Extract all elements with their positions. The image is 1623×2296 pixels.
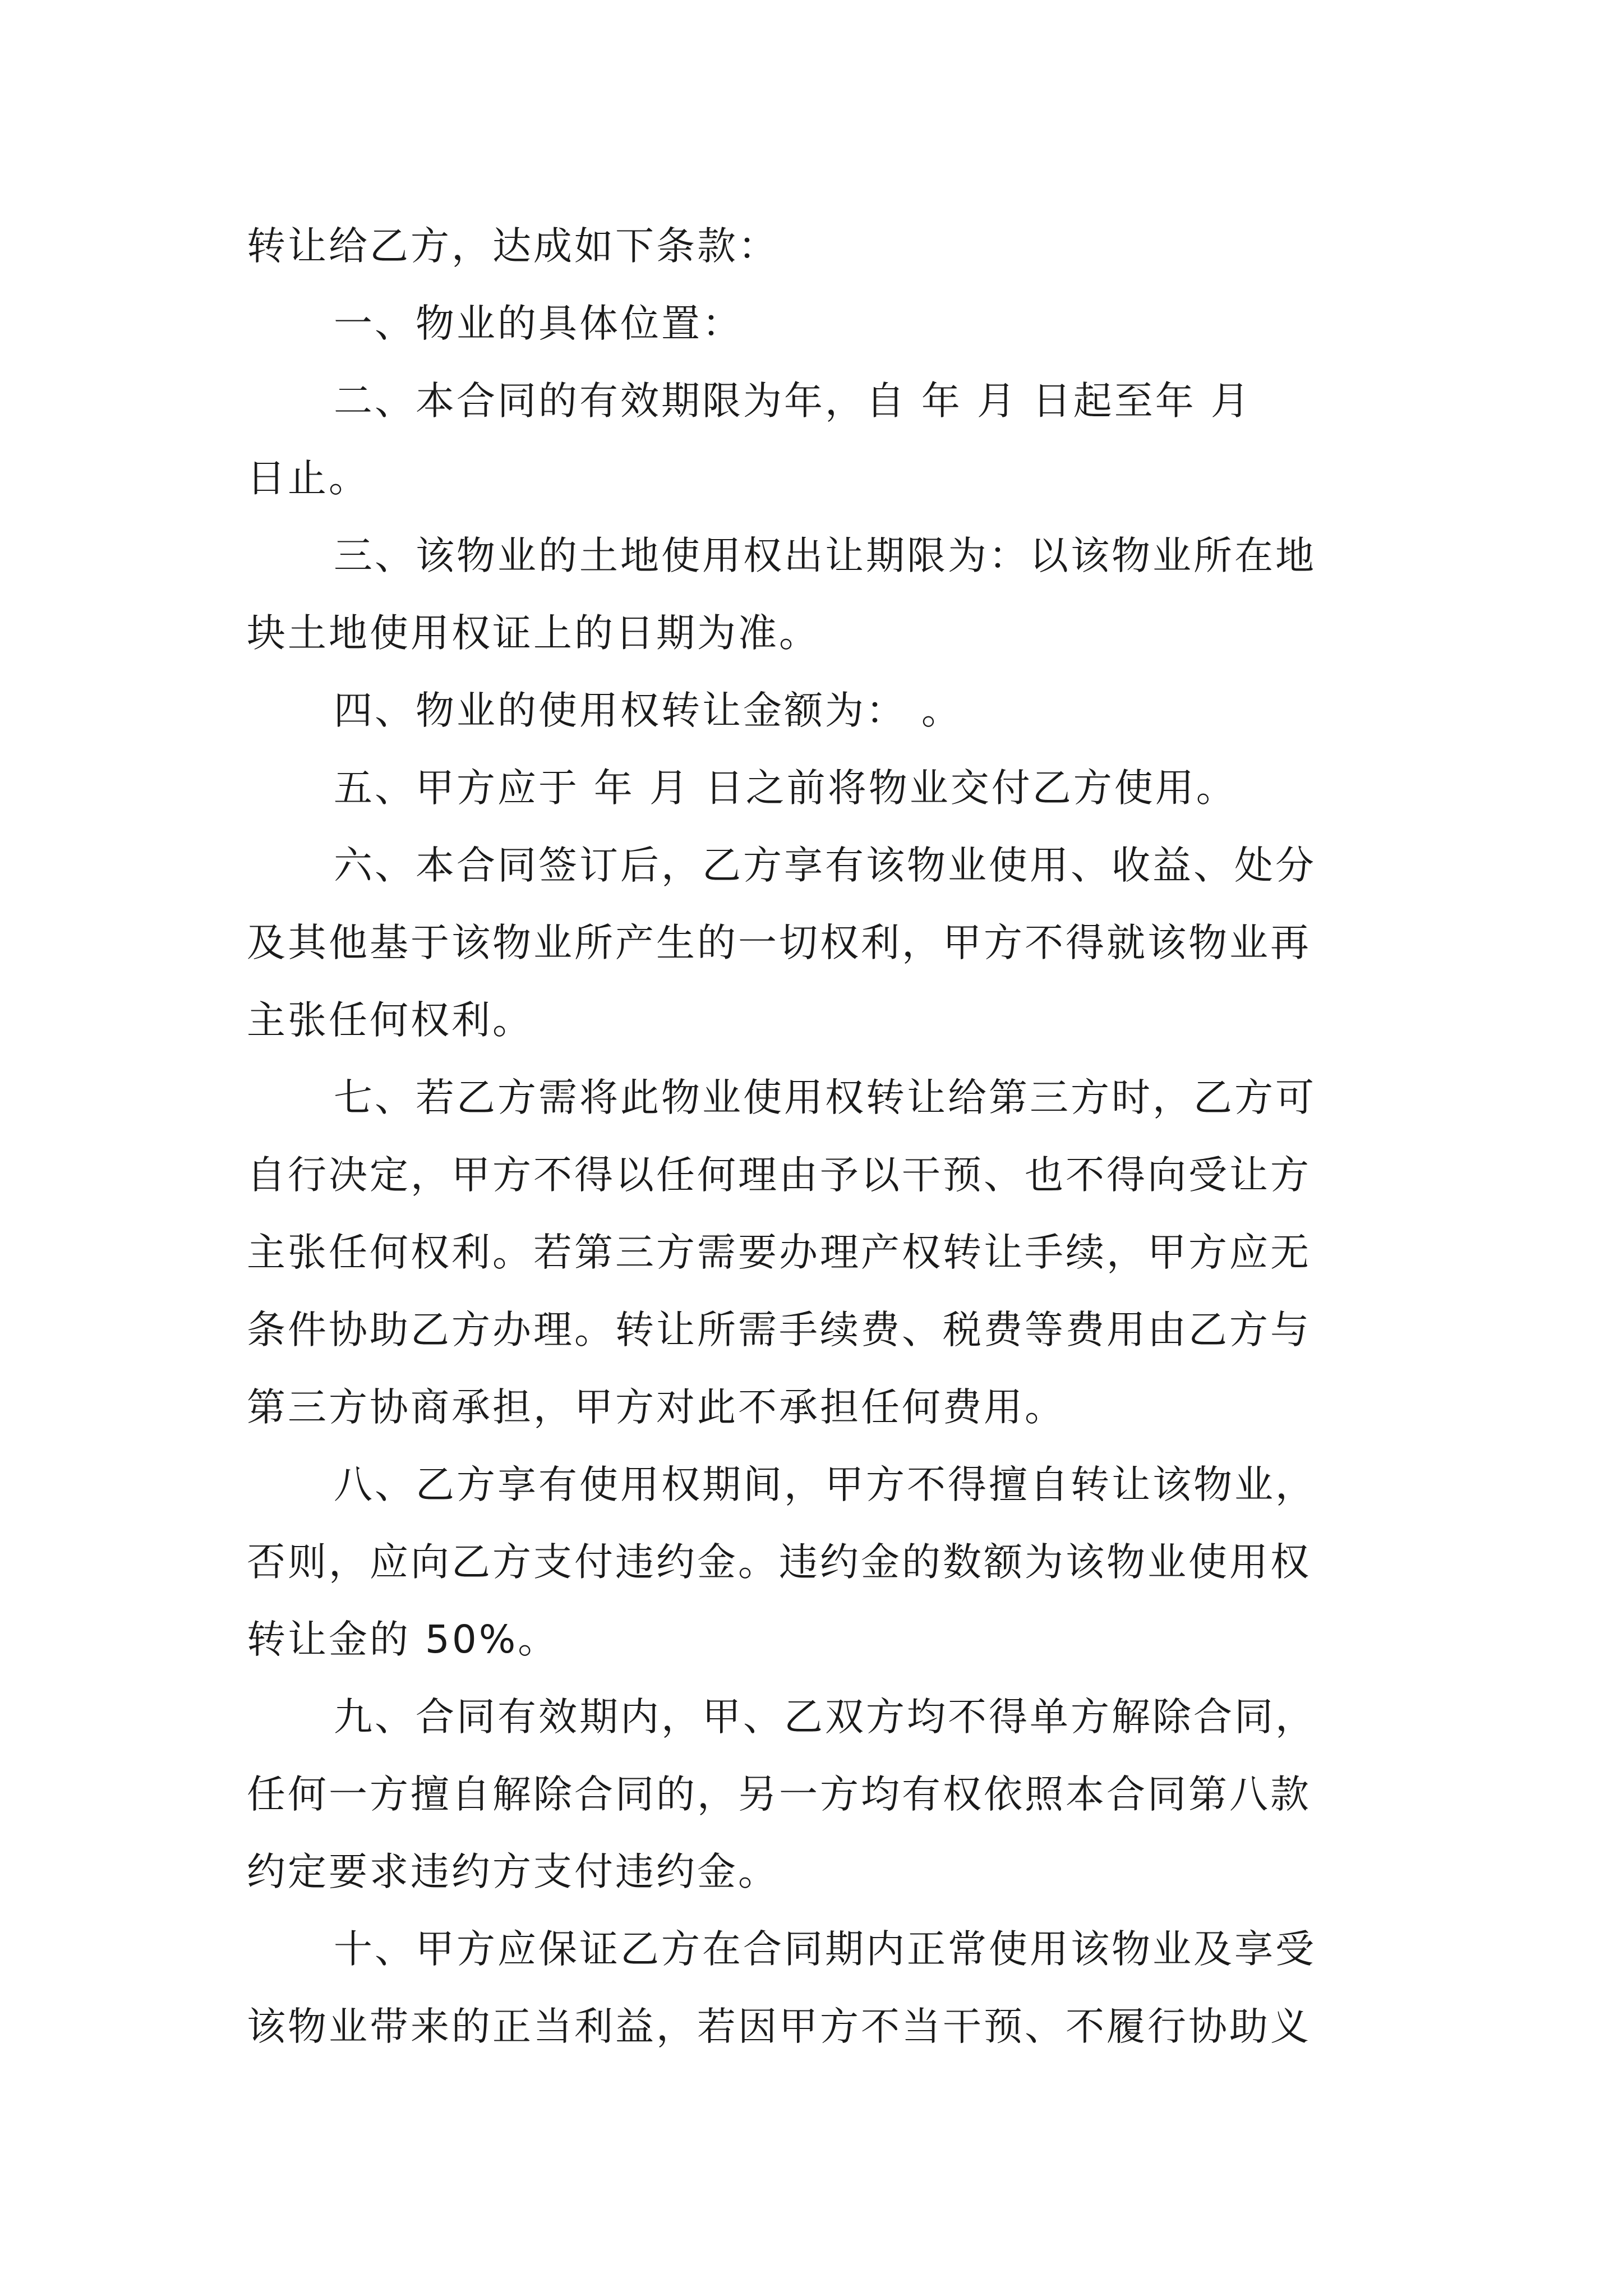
text-line: 任何一方擅自解除合同的，另一方均有权依照本合同第八款 bbox=[247, 1772, 1311, 1817]
text-line: 主张任何权利。若第三方需要办理产权转让手续，甲方应无 bbox=[247, 1230, 1311, 1275]
clause-1-line: 一、物业的具体位置： bbox=[334, 301, 743, 346]
clause-7-line: 七、若乙方需将此物业使用权转让给第三方时，乙方可 bbox=[334, 1075, 1316, 1120]
contract-text bbox=[247, 208, 1380, 2065]
clause-4-line: 四、物业的使用权转让金额为： 。 bbox=[334, 688, 962, 733]
text-line: 转让金的 50%。 bbox=[247, 1617, 559, 1662]
clause-8-line: 八、乙方享有使用权期间，甲方不得擅自转让该物业， bbox=[334, 1462, 1316, 1507]
text-line: 自行决定，甲方不得以任何理由予以干预、也不得向受让方 bbox=[247, 1153, 1311, 1198]
clause-2-line: 二、本合同的有效期限为年，自 年 月 日起至年 月 bbox=[334, 379, 1252, 424]
clause-6-line: 六、本合同签订后，乙方享有该物业使用、收益、处分 bbox=[334, 843, 1316, 888]
text-line: 及其他基于该物业所产生的一切权利，甲方不得就该物业再 bbox=[247, 921, 1311, 965]
clause-5-line: 五、甲方应于 年 月 日之前将物业交付乙方使用。 bbox=[334, 766, 1237, 811]
text-line: 第三方协商承担，甲方对此不承担任何费用。 bbox=[247, 1385, 1066, 1430]
clause-10-line: 十、甲方应保证乙方在合同期内正常使用该物业及享受 bbox=[334, 1927, 1316, 1972]
text-line: 日止。 bbox=[247, 456, 370, 501]
text-line: 条件协助乙方办理。转让所需手续费、税费等费用由乙方与 bbox=[247, 1308, 1311, 1352]
text-line: 该物业带来的正当利益，若因甲方不当干预、不履行协助义 bbox=[247, 2004, 1311, 2049]
text-line: 约定要求违约方支付违约金。 bbox=[247, 1849, 779, 1894]
text-line: 块土地使用权证上的日期为准。 bbox=[247, 611, 820, 656]
clause-3-line: 三、该物业的土地使用权出让期限为：以该物业所在地 bbox=[334, 533, 1316, 578]
clause-9-line: 九、合同有效期内，甲、乙双方均不得单方解除合同， bbox=[334, 1695, 1316, 1740]
text-line: 否则，应向乙方支付违约金。违约金的数额为该物业使用权 bbox=[247, 1540, 1311, 1585]
text-line: 主张任何权利。 bbox=[247, 998, 533, 1043]
text-line: 转让给乙方，达成如下条款： bbox=[247, 224, 779, 269]
